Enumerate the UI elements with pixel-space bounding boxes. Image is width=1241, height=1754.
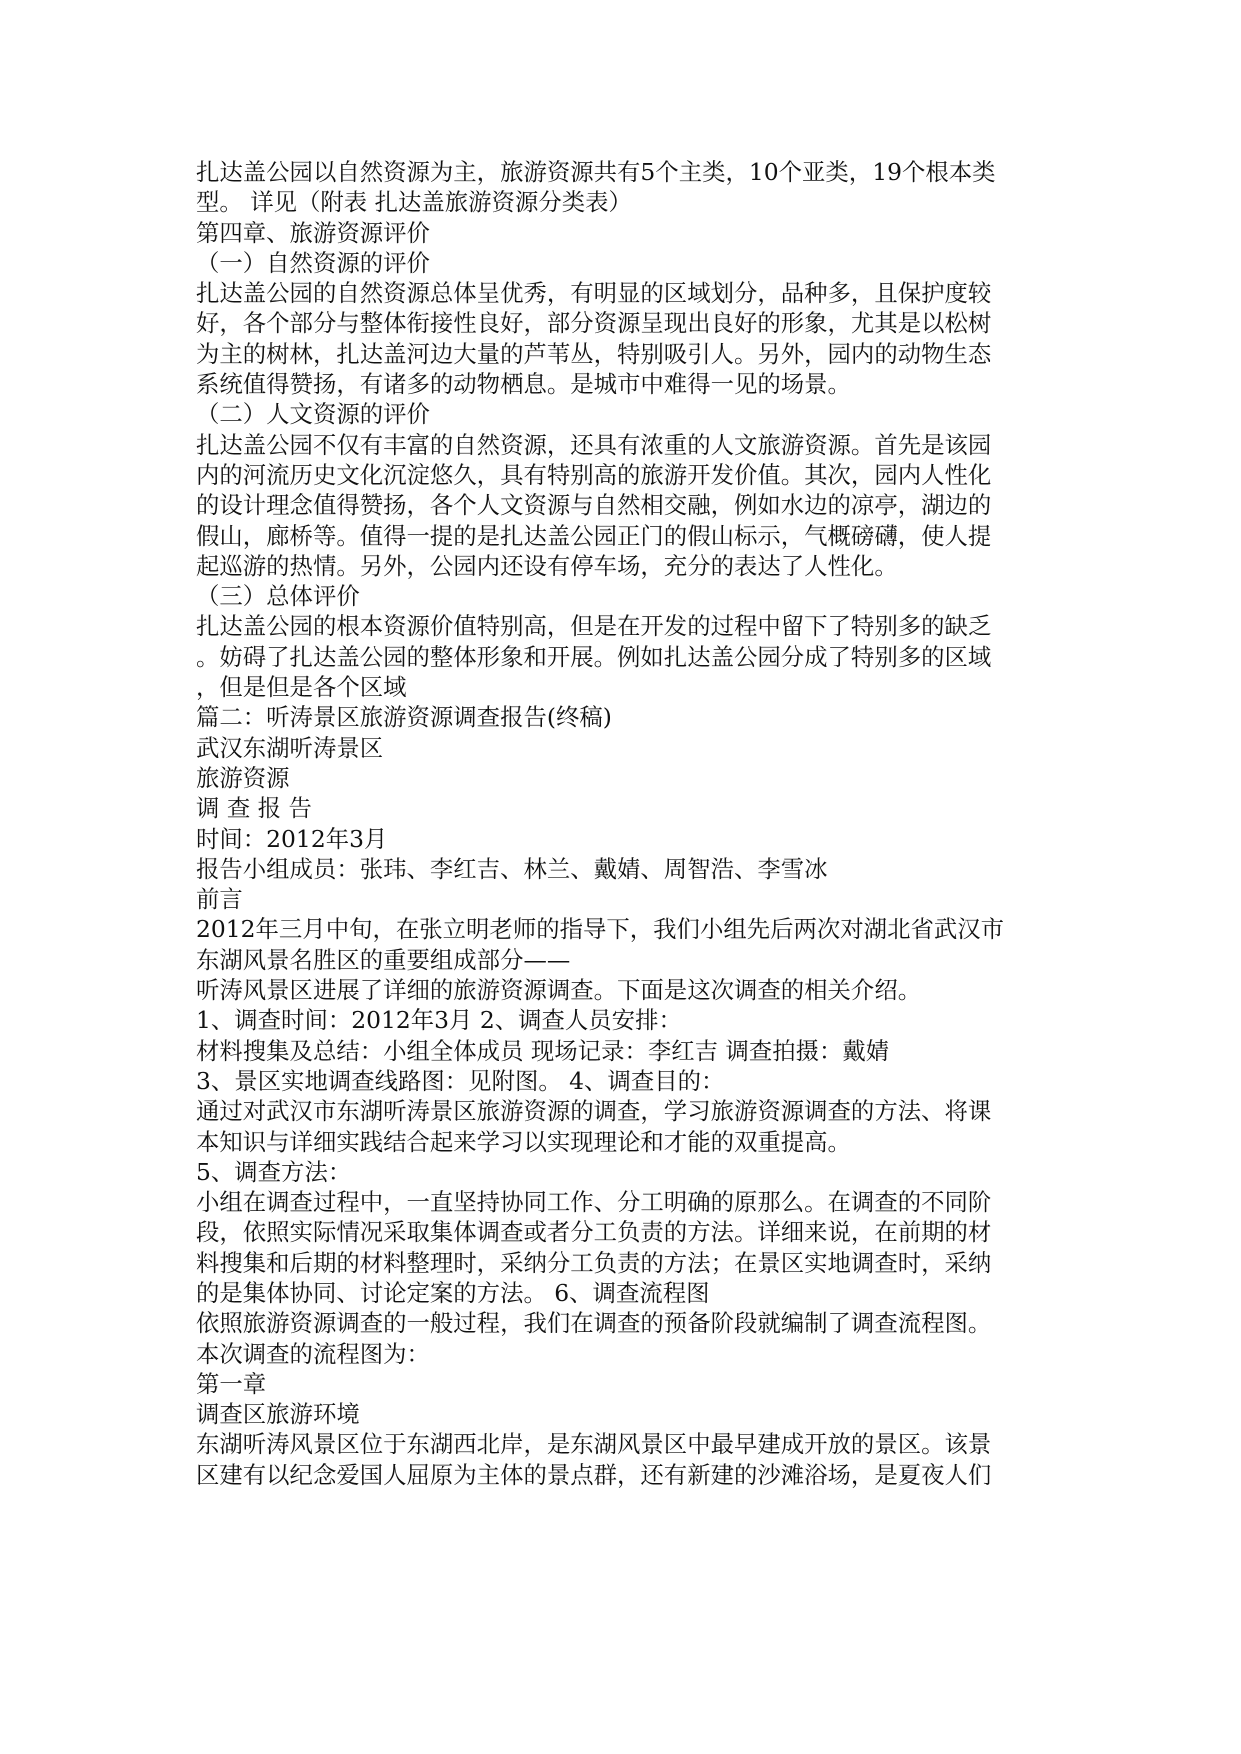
text-line: 听涛风景区进展了详细的旅游资源调查。下面是这次调查的相关介绍。	[196, 976, 922, 1005]
text-line: 扎达盖公园的自然资源总体呈优秀，有明显的区域划分，品种多，且保护度较	[196, 279, 992, 308]
text-line: 1、调查时间：2012年3月 2、调查人员安排：	[196, 1006, 682, 1035]
text-line: 型。 详见（附表 扎达盖旅游资源分类表）	[196, 188, 632, 217]
text-line: 第四章、旅游资源评价	[196, 218, 430, 247]
text-line: 扎达盖公园不仅有丰富的自然资源，还具有浓重的人文旅游资源。首先是该园	[196, 430, 992, 459]
text-line: 。妨碍了扎达盖公园的整体形象和开展。例如扎达盖公园分成了特别多的区域	[196, 642, 992, 671]
text-line: 前言	[196, 885, 243, 914]
document-body	[196, 157, 1056, 1490]
text-line: 第一章	[196, 1369, 267, 1398]
text-line: 段，依照实际情况采取集体调查或者分工负责的方法。详细来说，在前期的材	[196, 1218, 992, 1247]
text-line: （一）自然资源的评价	[196, 248, 430, 277]
text-line: 系统值得赞扬，有诸多的动物栖息。是城市中难得一见的场景。	[196, 370, 851, 399]
text-line: 3、景区实地调查线路图：见附图。 4、调查目的：	[196, 1066, 725, 1095]
text-line: 时间：2012年3月	[196, 824, 388, 853]
text-line: 假山，廊桥等。值得一提的是扎达盖公园正门的假山标示，气概磅礴，使人提	[196, 521, 992, 550]
text-line: 2012年三月中旬，在张立明老师的指导下，我们小组先后两次对湖北省武汉市	[196, 915, 1005, 944]
text-line: 旅游资源	[196, 763, 290, 792]
text-line: 武汉东湖听涛景区	[196, 733, 384, 762]
text-line: 通过对武汉市东湖听涛景区旅游资源的调查，学习旅游资源调查的方法、将课	[196, 1097, 992, 1126]
text-line: 东湖听涛风景区位于东湖西北岸，是东湖风景区中最早建成开放的景区。该景	[196, 1430, 992, 1459]
text-line: 料搜集和后期的材料整理时，采纳分工负责的方法；在景区实地调查时，采纳	[196, 1248, 992, 1277]
text-line: 5、调查方法：	[196, 1157, 352, 1186]
text-line: 的是集体协同、讨论定案的方法。 6、调查流程图	[196, 1278, 710, 1307]
text-line: 内的河流历史文化沉淀悠久，具有特别高的旅游开发价值。其次，园内人性化	[196, 460, 992, 489]
text-line: 的设计理念值得赞扬，各个人文资源与自然相交融，例如水边的凉亭，湖边的	[196, 491, 992, 520]
text-line: 调 查 报 告	[196, 794, 312, 823]
text-line: 扎达盖公园的根本资源价值特别高，但是在开发的过程中留下了特别多的缺乏	[196, 612, 992, 641]
text-line: 本知识与详细实践结合起来学习以实现理论和才能的双重提高。	[196, 1127, 851, 1156]
text-line: 调查区旅游环境	[196, 1400, 360, 1429]
text-line: 篇二：听涛景区旅游资源调查报告(终稿)	[196, 703, 612, 732]
text-line: 扎达盖公园以自然资源为主，旅游资源共有5个主类，10个亚类，19个根本类	[196, 158, 996, 186]
text-line: （三）总体评价	[196, 582, 360, 611]
text-line: 区建有以纪念爱国人屈原为主体的景点群，还有新建的沙滩浴场，是夏夜人们	[196, 1460, 992, 1489]
text-line: 起巡游的热情。另外，公园内还设有停车场，充分的表达了人性化。	[196, 551, 898, 580]
text-line: 依照旅游资源调查的一般过程，我们在调查的预备阶段就编制了调查流程图。	[196, 1309, 992, 1338]
text-line: 为主的树林，扎达盖河边大量的芦苇丛，特别吸引人。另外，园内的动物生态	[196, 339, 992, 368]
text-line: 东湖风景名胜区的重要组成部分——	[196, 945, 571, 974]
text-line: （二）人文资源的评价	[196, 400, 430, 429]
text-line: 本次调查的流程图为：	[196, 1339, 430, 1368]
text-line: ，但是但是各个区域	[196, 673, 407, 702]
text-line: 小组在调查过程中，一直坚持协同工作、分工明确的原那么。在调查的不同阶	[196, 1188, 992, 1217]
text-line: 材料搜集及总结：小组全体成员 现场记录：李红吉 调查拍摄：戴婧	[196, 1036, 890, 1065]
text-line: 好，各个部分与整体衔接性良好，部分资源呈现出良好的形象，尤其是以松树	[196, 309, 992, 338]
text-line: 报告小组成员：张玮、李红吉、林兰、戴婧、周智浩、李雪冰	[196, 854, 828, 883]
